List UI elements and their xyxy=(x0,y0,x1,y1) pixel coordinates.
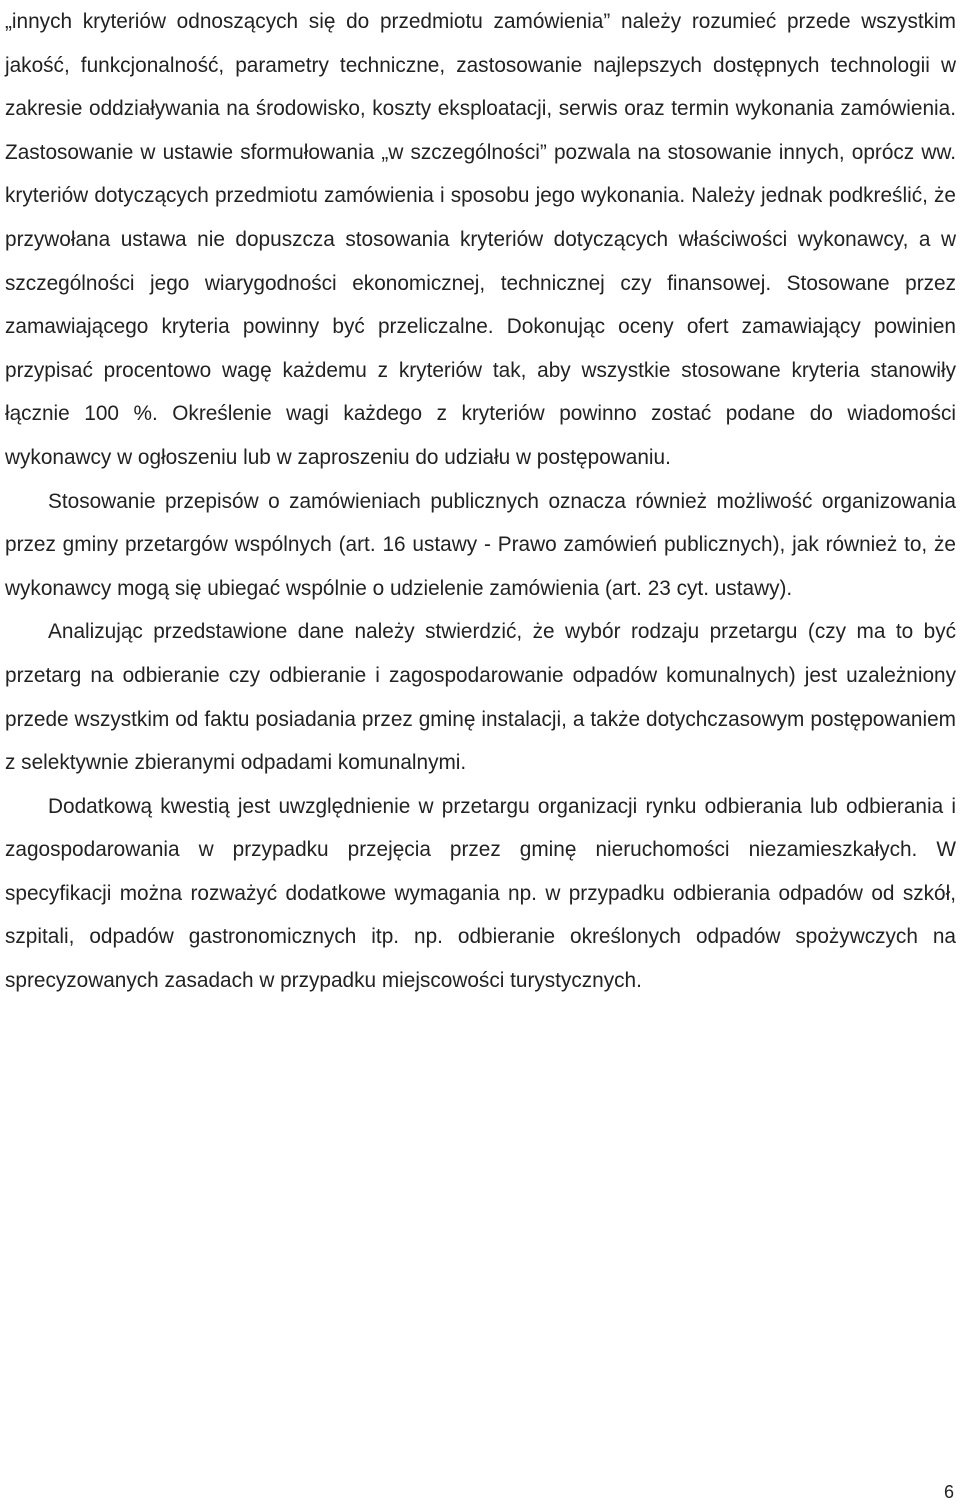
paragraph-public-procurement: Stosowanie przepisów o zamówieniach publicznych oznacza również możliwość organizowania przez gminy przetargów wspólnych (art. 16 ustawy - Prawo zamówień publicznych), jak również to, że wykonawcy mogą się ubiegać wspólnie o udzielenie zamówienia (art. 23 cyt. ustawy). xyxy=(5,489,956,600)
page-number: 6 xyxy=(943,1482,954,1502)
paragraph-additional-issue: Dodatkową kwestią jest uwzględnienie w przetargu organizacji rynku odbierania lub odbierania i zagospodarowania w przypadku przejęcia przez gminę nieruchomości niezamieszkałych. W specyfikacji można rozważyć dodatkowe wymagania np. w przypadku odbierania odpadów od szkół, szpitali, odpadów gastronomicznych itp. np. odbieranie określonych odpadów spożywczych na sprecyzowanych zasadach w przypadku miejscowości turystycznych. xyxy=(5,794,956,993)
paragraph-criteria: „innych kryteriów odnoszących się do przedmiotu zamówienia” należy rozumieć przede wszystkim jakość, funkcjonalność, parametry techniczne, zastosowanie najlepszych dostępnych technologii w zakresie oddziaływania na środowisko, koszty eksploatacji, serwis oraz termin wykonania zamówienia. Zastosowanie w ustawie sformułowania „w szczególności” pozwala na stosowanie innych, oprócz ww. kryteriów dotyczących przedmiotu zamówienia i sposobu jego wykonania. Należy jednak podkreślić, że przywołana ustawa nie dopuszcza stosowania kryteriów dotyczących właściwości wykonawcy, a w szczególności jego wiarygodności ekonomicznej, technicznej czy finansowej. Stosowane przez zamawiającego kryteria powinny być przeliczalne. Dokonując oceny ofert zamawiający powinien przypisać procentowo wagę każdemu z kryteriów tak, aby wszystkie stosowane kryteria stanowiły łącznie 100 %. Określenie wagi każdego z kryteriów powinno zostać podane do wiadomości wykonawcy w ogłoszeniu lub w zaproszeniu do udziału w postępowaniu. xyxy=(5,10,956,469)
paragraph-tender-type-analysis: Analizując przedstawione dane należy stwierdzić, że wybór rodzaju przetargu (czy ma to być przetarg na odbieranie czy odbieranie i zagospodarowanie odpadów komunalnych) jest uzależniony przede wszystkim od faktu posiadania przez gminę instalacji, a także dotychczasowym postępowaniem z selektywnie zbieranymi odpadami komunalnymi. xyxy=(5,620,956,775)
document-body xyxy=(5,0,956,1003)
